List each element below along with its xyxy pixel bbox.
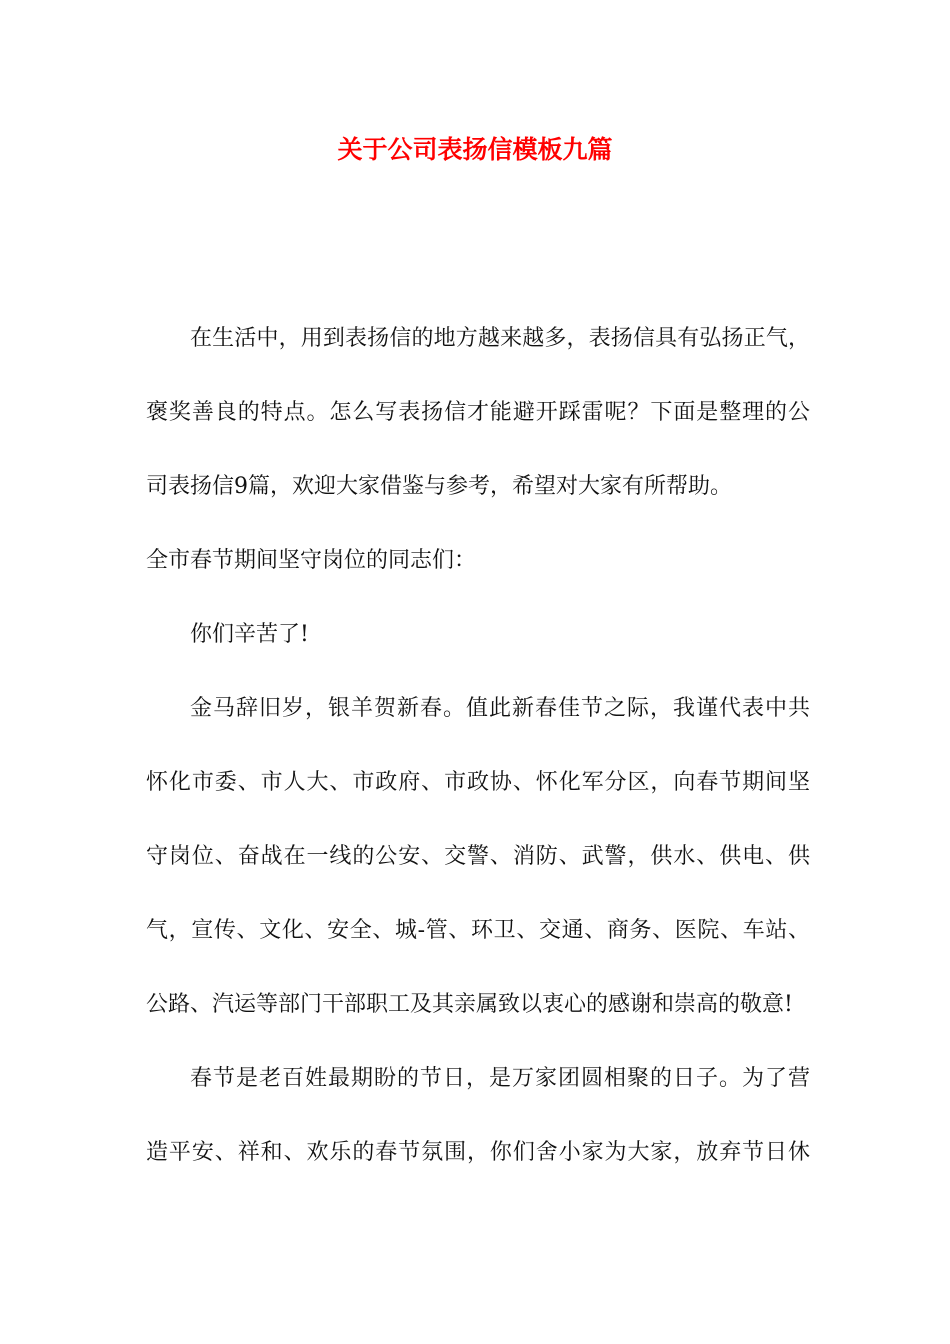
paragraph-line: 春节是老百姓最期盼的节日，是万家团圆相聚的日子。为了营: [190, 1066, 810, 1091]
paragraph-line: 守岗位、奋战在一线的公安、交警、消防、武警，供水、供电、供: [146, 844, 810, 869]
salutation-line: 全市春节期间坚守岗位的同志们：: [146, 548, 477, 573]
paragraph-line: 司表扬信9篇，欢迎大家借鉴与参考，希望对大家有所帮助。: [146, 474, 732, 499]
paragraph-line: 你们辛苦了!: [190, 622, 309, 647]
paragraph-line: 怀化市委、市人大、市政府、市政协、怀化军分区，向春节期间坚: [146, 770, 810, 795]
document-body: [146, 321, 810, 1209]
paragraph-line: 金马辞旧岁，银羊贺新春。值此新春佳节之际，我谨代表中共: [190, 696, 810, 721]
paragraph-line: 褒奖善良的特点。怎么写表扬信才能避开踩雷呢？下面是整理的公: [146, 400, 810, 425]
document-title: 关于公司表扬信模板九篇: [337, 135, 613, 164]
paragraph-line: 气，宣传、文化、安全、城-管、环卫、交通、商务、医院、车站、: [146, 918, 810, 943]
paragraph-line: 公路、汽运等部门干部职工及其亲属致以衷心的感谢和崇高的敬意!: [146, 992, 793, 1017]
paragraph-line: 造平安、祥和、欢乐的春节氛围，你们舍小家为大家，放弃节日休: [146, 1140, 810, 1165]
paragraph-line: 在生活中，用到表扬信的地方越来越多，表扬信具有弘扬正气，: [190, 326, 810, 351]
